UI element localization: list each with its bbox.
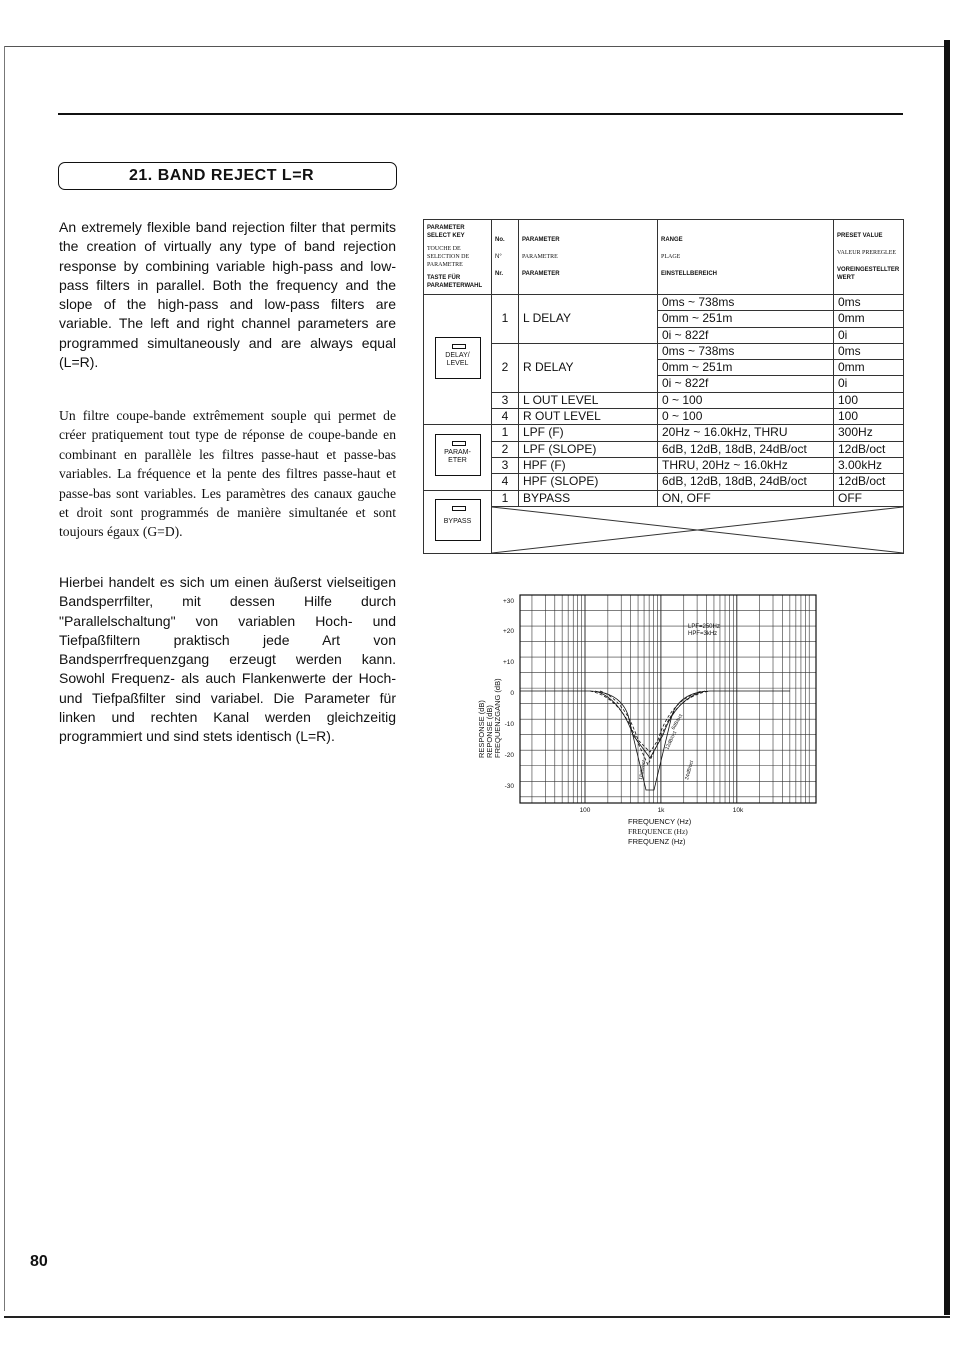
x-tick-label: 10k [732,807,744,814]
y-tick-label: -30 [504,783,514,790]
header-parameter: PARAMETER PARAMETRE PARAMETER [519,220,658,295]
table-row-empty [424,507,904,554]
y-axis-label: RESPONSE (dB) [477,700,486,758]
frequency-response-graph [470,590,830,855]
table-row: 0i ~ 822f 0i [424,327,904,343]
paragraph-german: Hierbei handelt es sich um einen äußerst vielseitigen Bandsperrfilter, mit dessen Hilfe durch "Parallelschaltung" von variablen Hoch- und Tiefpaßfiltern praktisch jede Art von Bandsperrfrequenzgang erzeugt werden kann. Sowohl Frequenz- als auch Flankenwerte der Hoch- und Tiefpaßfilter sind variabel. Die Parameter für linken und rechten Kanal werden gleichzeitig programmiert und sind stets identisch (L=R). [59,574,396,745]
y-tick-label: -10 [504,721,514,728]
page-frame-top [4,46,948,47]
crossed-empty-cell [492,507,904,554]
table-row: 3 HPF (F) THRU, 20Hz ~ 16.0kHz 3.00kHz [424,457,904,473]
table-row: 0i ~ 822f 0i [424,376,904,392]
table-header-row [424,220,904,295]
page-binding-edge [944,40,950,1315]
table-row: BYPASS 1 BYPASS ON, OFF OFF [424,490,904,506]
table-row: 4 HPF (SLOPE) 6dB, 12dB, 18dB, 24dB/oct 12dB/oct [424,474,904,490]
header-range: RANGE PLAGE EINSTELLBEREICH [658,220,834,295]
param-key-cell [424,425,492,490]
graph-grid [520,595,816,803]
header-key: PARAMETER SELECT KEY TOUCHE DE SELECTION DE PARAMETRE TASTE FÜR PARAMETERWAHL [424,220,492,295]
lpf-annotation: LPF=250Hz [688,624,720,630]
section-title-box [58,162,397,190]
table-row: 2 LPF (SLOPE) 6dB, 12dB, 18dB, 24dB/oct 12dB/oct [424,441,904,457]
y-tick-label: 0 [510,690,514,697]
y-tick-label: +20 [502,628,514,635]
header-rule [58,113,903,115]
slope-label: 24dB/oct [684,759,696,781]
table-row: 3 L OUT LEVEL 0 ~ 100 100 [424,392,904,408]
table-row: 0mm ~ 251m 0mm [424,311,904,327]
hpf-annotation: HPF=3kHz [688,631,718,637]
table-row: 2 R DELAY 0ms ~ 738ms 0ms [424,343,904,359]
bypass-key-icon: BYPASS [435,499,481,541]
table-row: 4 R OUT LEVEL 0 ~ 100 100 [424,409,904,425]
page-frame-left [4,46,5,1311]
parameter-table [423,219,904,554]
x-axis-label: FREQUENCE (Hz) [628,827,688,836]
slope-label: 18dB/oct [638,759,648,781]
table-row: 0mm ~ 251m 0mm [424,360,904,376]
cross-lines [492,507,903,553]
section-title: 21. BAND REJECT L=R [129,167,315,184]
delay-level-key-icon: DELAY/ LEVEL [435,337,481,379]
x-tick-label: 1k [657,807,665,814]
paragraph-english: An extremely flexible band rejection filter that permits the creation of virtually any type of band rejection response by combining variable high-pass and low-pass filters in parallel. Both the frequency and the slope of the high-pass and low-pass filters are variable. The left and right channel parameters are programmed simultaneously and are always equal (L=R). [59,219,396,371]
x-axis-label: FREQUENCY (Hz) [628,817,692,826]
y-axis-label: FREQUENZGANG (dB) [493,678,502,758]
header-preset: PRESET VALUE VALEUR PREREGLEE VOREINGESTELLTER WERT [834,220,904,295]
delay-level-key-cell [424,295,492,425]
table-row: PARAM- ETER 1 LPF (F) 20Hz ~ 16.0kHz, THRU 300Hz [424,425,904,441]
page-number: 80 [30,1253,48,1270]
x-axis-label: FREQUENZ (Hz) [628,837,686,846]
page-frame-bottom [4,1316,950,1318]
slope-label: 12dB/oct [664,730,679,751]
y-tick-label: -20 [504,752,514,759]
y-axis-label: REPONSE (dB) [485,705,494,758]
slope-label: 6dB/oct [670,713,685,731]
response-curves [520,691,790,790]
paragraph-french: Un filtre coupe-bande extrêmement souple qui permet de créer pratiquement tout type de réponse de coupe-bande en combinant en parallèle les filtres passe-haut et passe-bas variables. La fréquence et la pente des filtres passe-haut et passe-bas sont variables. Les paramètres des canaux gauche et droit sont programmés de manière simultanée et sont toujours égaux (G=D). [59,408,396,540]
header-no: No. N° Nr. [492,220,519,295]
y-tick-label: +10 [502,659,514,666]
table-row: DELAY/ LEVEL 1 L DELAY 0ms ~ 738ms 0ms [424,295,904,311]
bypass-key-cell [424,490,492,553]
y-tick-label: +30 [502,598,514,605]
parameter-key-icon: PARAM- ETER [435,434,481,476]
x-tick-label: 100 [579,807,591,814]
